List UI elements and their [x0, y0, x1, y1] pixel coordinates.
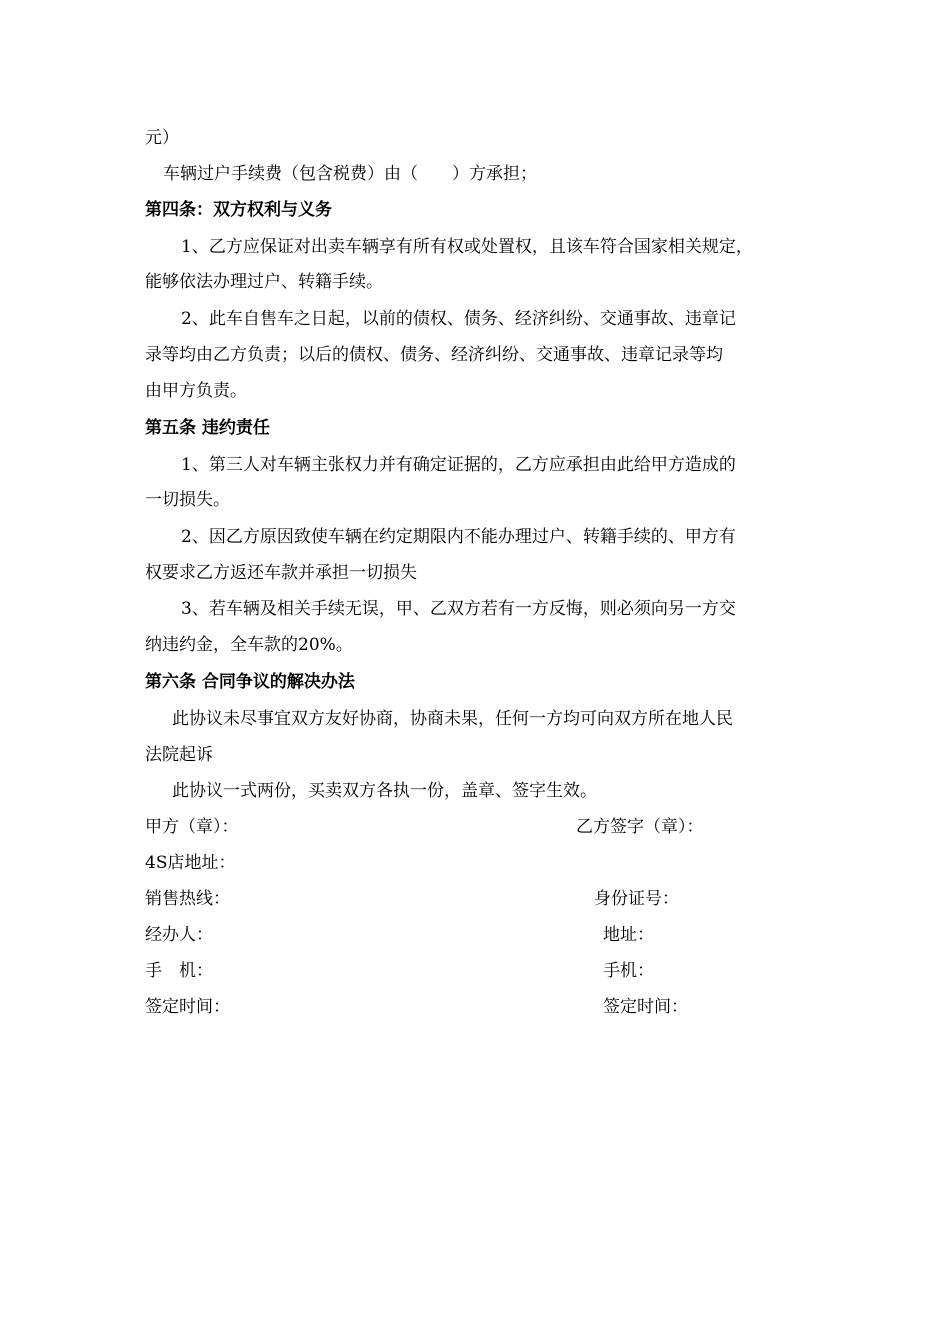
article-4-clause-1-line-2: 能够依法办理过户、转籍手续。 [145, 272, 383, 292]
party-b-date-label: 签定时间： [603, 997, 688, 1017]
party-a-date-label: 签定时间： [145, 997, 230, 1017]
line-yuan: 元） [145, 128, 179, 148]
article-5-clause-1-line-2: 一切损失。 [145, 490, 230, 510]
article-4-clause-2-line-2: 录等均由乙方负责；以后的债权、债务、经济纠纷、交通事故、违章记录等均 [145, 345, 723, 365]
article-5-heading: 第五条 违约责任 [145, 418, 270, 438]
article-5-clause-3-line-2: 纳违约金，全车款的20%。 [145, 635, 353, 655]
line-transfer-fee: 车辆过户手续费（包含税费）由（ ）方承担； [163, 164, 537, 184]
article-6-text-line-2: 法院起诉 [145, 745, 213, 765]
article-4-clause-2-line-1: 2、此车自售车之日起，以前的债权、债务、经济纠纷、交通事故、违章记 [181, 309, 736, 329]
article-4-heading: 第四条：双方权利与义务 [145, 200, 332, 220]
copies-clause: 此协议一式两份，买卖双方各执一份，盖章、签字生效。 [172, 781, 597, 801]
party-a-agent-label: 经办人： [145, 925, 213, 945]
article-5-clause-2-line-1: 2、因乙方原因致使车辆在约定期限内不能办理过户、转籍手续的、甲方有 [181, 527, 736, 547]
party-a-address-label: 4S店地址： [145, 853, 236, 873]
article-6-text-line-1: 此协议未尽事宜双方友好协商，协商未果，任何一方均可向双方所在地人民 [172, 709, 733, 729]
article-5-clause-1-line-1: 1、第三人对车辆主张权力并有确定证据的，乙方应承担由此给甲方造成的 [181, 455, 736, 475]
party-b-id-label: 身份证号： [594, 889, 679, 909]
party-b-stamp-label: 乙方签字（章）： [576, 817, 704, 837]
article-5-clause-2-line-2: 权要求乙方返还车款并承担一切损失 [145, 563, 417, 583]
party-a-phone-label: 手 机： [145, 961, 213, 981]
article-4-clause-2-line-3: 由甲方负责。 [145, 381, 247, 401]
party-b-address-label: 地址： [603, 925, 654, 945]
article-4-clause-1-line-1: 1、乙方应保证对出卖车辆享有所有权或处置权，且该车符合国家相关规定， [181, 237, 753, 257]
article-5-clause-3-line-1: 3、若车辆及相关手续无误，甲、乙双方若有一方反悔，则必须向另一方交 [181, 599, 736, 619]
article-6-heading: 第六条 合同争议的解决办法 [145, 672, 355, 692]
party-a-stamp-label: 甲方（章）： [145, 817, 239, 837]
party-a-hotline-label: 销售热线： [145, 889, 230, 909]
party-b-phone-label: 手机： [603, 961, 654, 981]
